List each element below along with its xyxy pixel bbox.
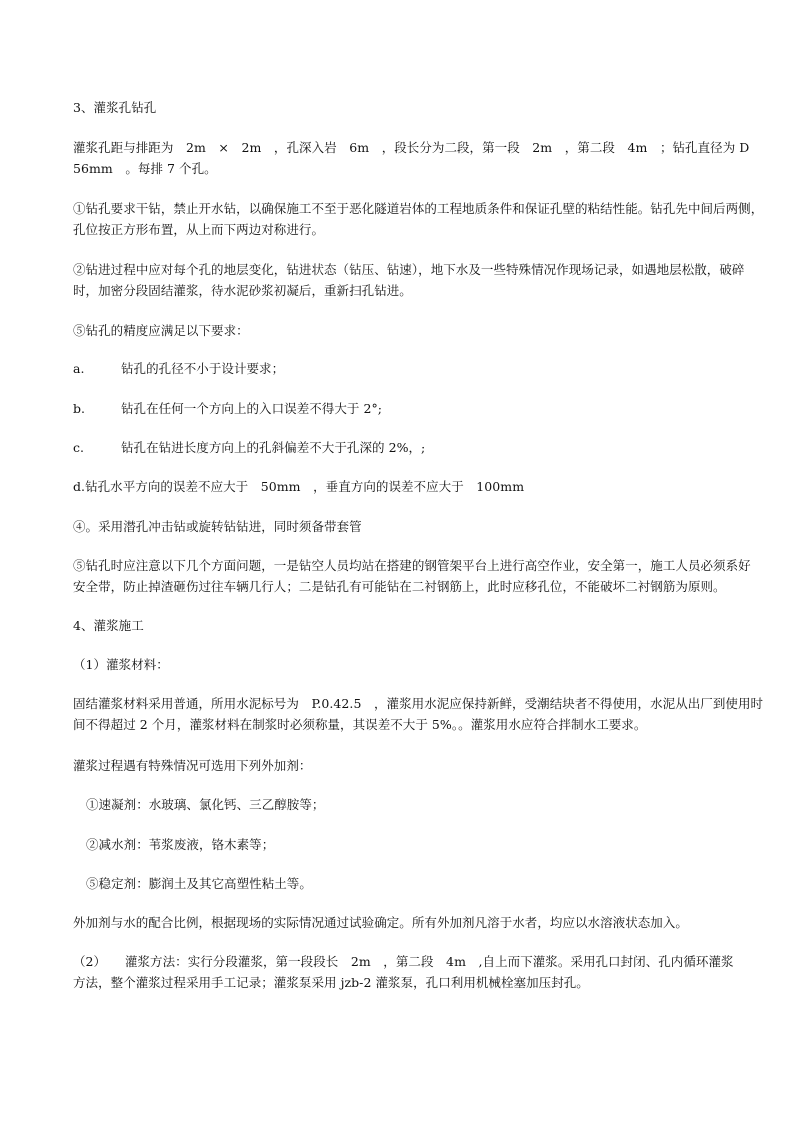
additive-3: ⑤稳定剂：膨润土及其它高塑性粘土等。 [86,876,312,891]
item-2-line-1: ②钻进过程中应对每个孔的地层变化，钻进状态（钻压、钻速），地下水及一些特殊情况作现场记录，如遇地层松散，破碎 [73,262,745,277]
materials-line-1: 固结灌浆材料采用普通，所用水泥标号为 P.0.42.5 ，灌浆用水泥应保持新鲜，受潮结块者不得使用，水泥从出厂到使用时 [73,696,764,711]
requirement-c-label: c. [73,440,85,455]
requirement-b-label: b. [73,401,86,416]
additive-1: ①速凝剂：水玻璃、氯化钙、三乙醇胺等； [86,797,325,812]
subsection-1-title: （1）灌浆材料： [73,657,169,672]
item-1-line-1: ①钻孔要求干钻，禁止开水钻，以确保施工不至于恶化隧道岩体的工程地质条件和保证孔壁的粘结性能。钻孔先中间后两侧， [73,201,764,216]
requirement-a-label: a. [73,361,85,376]
materials-line-2: 间不得超过 2 个月，灌浆材料在制浆时必须称量，其误差不大于 5%。。灌浆用水应符合拌制水工要求。 [73,717,647,732]
paragraph-spacing-line-1: 灌浆孔距与排距为 2m × 2m ，孔深入岩 6m ，段长分为二段，第一段 2m ，第二段 4m ；钻孔直径为 D [73,140,750,155]
item-5-line-2: 安全带，防止掉渣砸伤过往车辆几行人；二是钻孔有可能钻在二衬钢筋上，此时应移孔位，不能破坏二衬钢筋为原则。 [73,579,726,594]
item-1-line-2: 孔位按正方形布置，从上而下两边对称进行。 [73,222,325,237]
precision-requirements-title: ⑤钻孔的精度应满足以下要求： [73,323,249,338]
requirement-c-text: 钻孔在钻进长度方向上的孔斜偏差不大于孔深的 2%，; [121,440,426,455]
additive-intro: 灌浆过程遇有特殊情况可选用下列外加剂： [73,758,312,773]
mix-ratio: 外加剂与水的配合比例，根据现场的实际情况通过试验确定。所有外加剂凡溶于水者，均应以水溶液状态加入。 [73,915,688,930]
section-4-title: 4、灌浆施工 [73,618,144,633]
additive-2: ②减水剂：苇浆废液，铬木素等； [86,837,275,852]
item-5-line-1: ⑤钻孔时应注意以下几个方面问题，一是钻空人员均站在搭建的钢管架平台上进行高空作业，安全第一，施工人员必须系好 [73,558,751,573]
requirement-b [73,398,733,419]
item-4: ④。采用潜孔冲击钻或旋转钻钻进，同时须备带套管 [73,519,362,534]
item-2-line-2: 时，加密分段固结灌浆，待水泥砂浆初凝后，重新扫孔钻进。 [73,283,412,298]
requirement-d: d.钻孔水平方向的误差不应大于 50mm ，垂直方向的误差不应大于 100mm [73,479,525,494]
subsection-2-line-1: （2） 灌浆方法：实行分段灌浆，第一段段长 2m ，第二段 4m ,自上而下灌浆。采用孔口封闭、孔内循环灌浆 [73,954,734,969]
requirement-a-text: 钻孔的孔径不小于设计要求； [121,361,285,376]
requirement-a [73,358,733,379]
section-3-title: 3、灌浆孔钻孔 [73,100,157,115]
requirement-c [73,437,733,458]
requirement-b-text: 钻孔在任何一个方向上的入口误差不得大于 2°; [121,401,383,416]
paragraph-spacing-line-2: 56mm 。每排 7 个孔。 [73,161,217,176]
subsection-2-line-2: 方法，整个灌浆过程采用手工记录；灌浆泵采用 jzb-2 灌浆泵，孔口利用机械栓塞加压封孔。 [73,975,589,990]
